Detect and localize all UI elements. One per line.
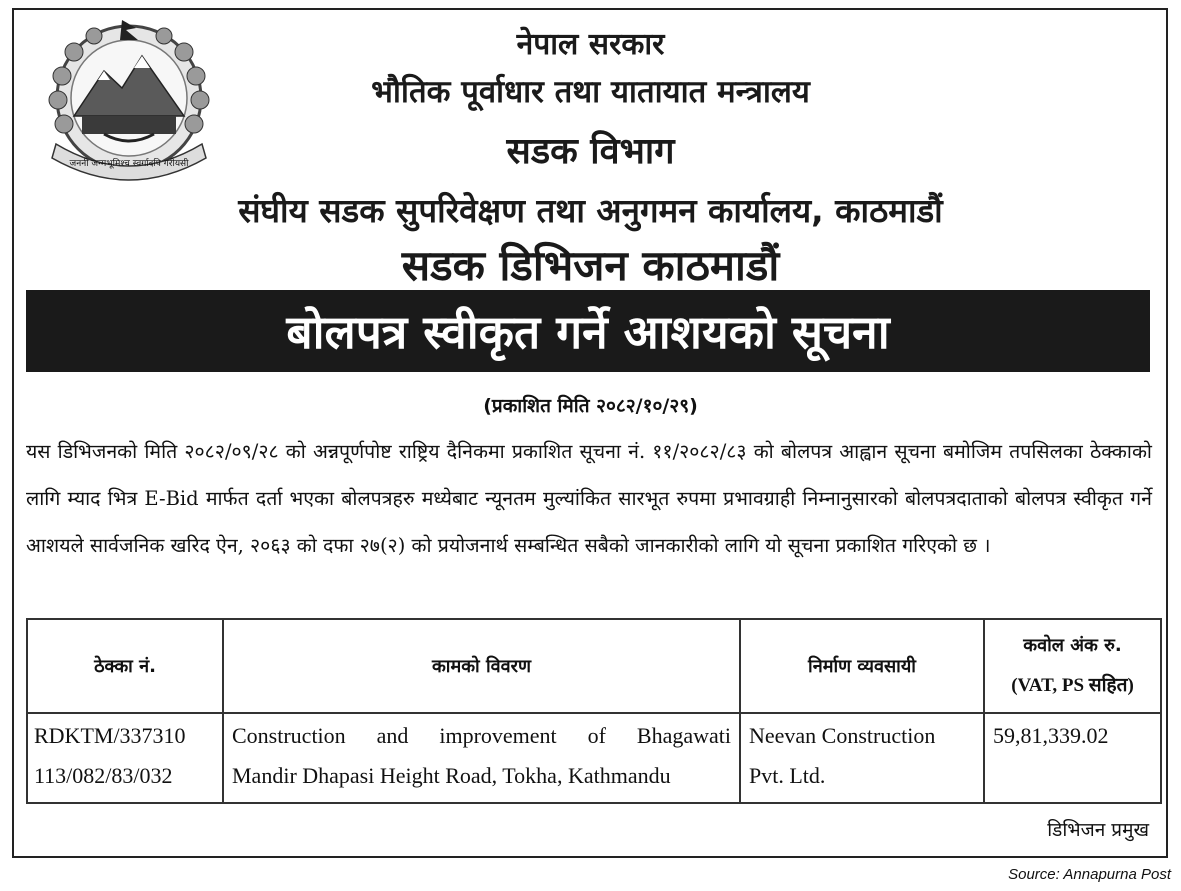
contract-no-line2: 113/082/83/032 [34,763,173,788]
cell-contract-no [27,713,223,803]
contractor-line1: Neevan Construction [749,723,936,748]
contract-no-line1: RDKTM/337310 [34,723,186,748]
cell-description [223,713,740,803]
cell-amount: 59,81,339.02 [984,713,1161,803]
published-date: (प्रकाशित मिति २०८२/१०/२९) [483,395,698,417]
cell-contractor [740,713,984,803]
notice-title: बोलपत्र स्वीकृत गर्ने आशयको सूचना [26,290,1150,372]
header-amount-line2: (VAT, PS सहित) [1011,675,1134,696]
ministry-name: भौतिक पूर्वाधार तथा यातायात मन्त्रालय [371,74,810,110]
table-header-row [27,619,1161,713]
department-name: सडक विभाग [506,131,675,172]
header-contract-no: ठेक्का नं. [27,619,223,713]
office-name: संघीय सडक सुपरिवेक्षण तथा अनुगमन कार्यालय, काठमाडौं [238,191,943,230]
header-description: कामको विवरण [223,619,740,713]
table-row [27,713,1161,803]
header-contractor: निर्माण व्यवसायी [740,619,984,713]
signature-title: डिभिजन प्रमुख [1047,819,1149,841]
contract-table [26,618,1162,804]
emblem-motto: जननी जन्मभूमिश्च स्वर्गादपि गरीयसी [69,159,189,169]
header-amount [984,619,1161,713]
description-line1: Construction and improvement of Bhagawati [232,723,731,748]
division-name: सडक डिभिजन काठमाडौं [401,241,780,290]
description-line2: Mandir Dhapasi Height Road, Tokha, Kathmandu [232,763,671,788]
source-credit: Source: Annapurna Post [1008,866,1171,883]
contractor-line2: Pvt. Ltd. [749,763,826,788]
notice-body: यस डिभिजनको मिति २०८२/०९/२८ को अन्नपूर्णपोष्ट राष्ट्रिय दैनिकमा प्रकाशित सूचना नं. ११/२०८२/८३ को बोलपत्र आह्वान सूचना बमोजिम तपसिलका ठेक्काको लागि म्याद भित्र E-Bid मार्फत दर्ता भएका बोलपत्रहरु मध्येबाट न्यूनतम मुल्यांकित सारभूत रुपमा प्रभावग्राही निम्नानुसारको बोलपत्रदाताको बोलपत्र स्वीकृत गर्ने आशयले सार्वजनिक खरिद ऐन, २०६३ को दफा २७(२) को प्रयोजनार्थ सम्बन्धित सबैको जानकारीको लागि यो सूचना प्रकाशित गरिएको छ । [26,440,1152,557]
government-name: नेपाल सरकार [516,27,665,62]
header-amount-line1: कवोल अंक रु. [1023,635,1122,656]
